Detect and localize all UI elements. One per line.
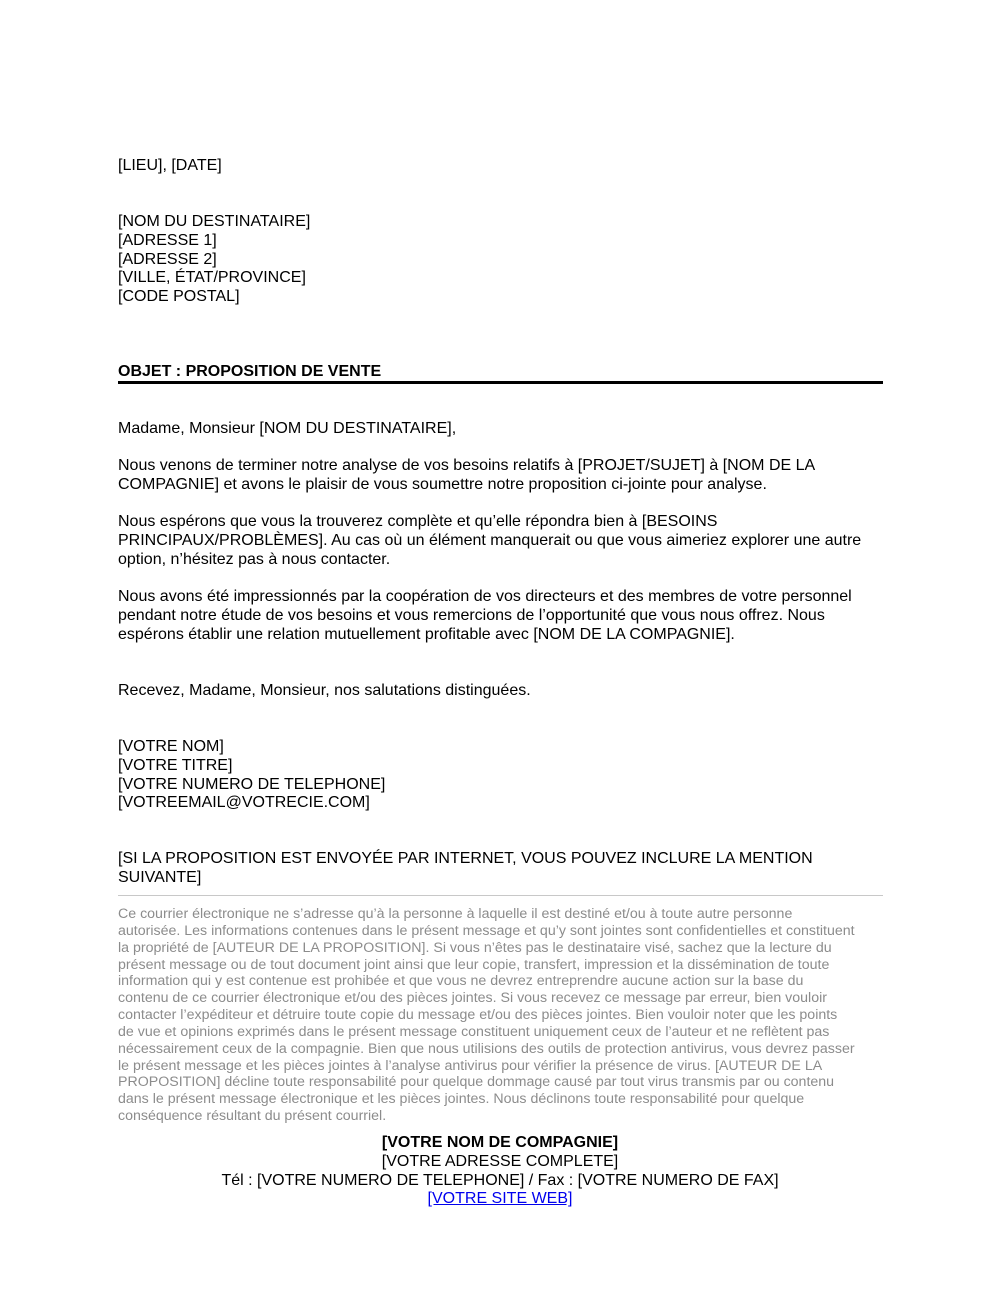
paragraph-1: [118, 457, 815, 495]
disclaimer-line: contenu de ce courrier électronique et/ou des pièces jointes. Si vous recevez ce message par erreur, bien vouloir: [118, 990, 827, 1007]
disclaimer-line: présent message ou de tout document joint ainsi que leur copie, transfert, impression et la dissémination de toute: [118, 956, 830, 973]
signature-phone: [VOTRE NUMERO DE TELEPHONE]: [118, 775, 386, 793]
paragraph-2: [118, 513, 861, 569]
paragraph-3: [118, 588, 852, 644]
footer-address: [VOTRE ADRESSE COMPLETE]: [381, 1152, 619, 1170]
company-footer: [0, 1134, 1000, 1209]
footer-website-link[interactable]: [VOTRE SITE WEB]: [427, 1190, 573, 1208]
recipient-line: [ADRESSE 1]: [118, 231, 217, 249]
signature-title: [VOTRE TITRE]: [118, 756, 233, 774]
paragraph-line: Nous espérons que vous la trouverez complète et qu’elle répondra bien à [BESOINS: [118, 513, 718, 530]
recipient-line: [CODE POSTAL]: [118, 288, 240, 306]
footer-company: [VOTRE NOM DE COMPAGNIE]: [381, 1134, 619, 1151]
paragraph-line: Nous venons de terminer notre analyse de vos besoins relatifs à [PROJET/SUJET] à [NOM DE LA: [118, 457, 816, 474]
internet-note: [118, 850, 813, 888]
disclaimer-line: PROPOSITION] décline toute responsabilité pour quelque dommage causé par tout virus transmis par ou contenu: [118, 1074, 835, 1091]
disclaimer-line: nécessairement ceux de la compagnie. Bien que nous utilisions des outils de protection antivirus, vous devrez passer: [118, 1040, 855, 1057]
disclaimer-divider: [118, 895, 883, 896]
subject-text: OBJET : PROPOSITION DE VENTE: [118, 363, 382, 380]
internet-note-line: SUIVANTE]: [118, 868, 202, 886]
recipient-line: [VILLE, ÉTAT/PROVINCE]: [118, 269, 306, 287]
subject-line: [118, 363, 381, 382]
disclaimer-line: le présent message et les pièces jointes à l’analyse antivirus pour vérifier la présence de virus. [AUTEUR DE LA: [118, 1057, 823, 1074]
disclaimer-line: de vue et opinions exprimés dans le présent message constituent uniquement ceux de l’auteur et ne reflètent pas: [118, 1023, 830, 1040]
signature-name: [VOTRE NOM]: [118, 738, 224, 755]
disclaimer-line: Ce courrier électronique ne s’adresse qu’à la personne à laquelle il est destiné et/ou à toute autre personne: [118, 906, 793, 922]
paragraph-line: espérons établir une relation mutuellement profitable avec [NOM DE LA COMPAGNIE].: [118, 625, 735, 643]
place-date: [118, 157, 222, 176]
salutation-text: Madame, Monsieur [NOM DU DESTINATAIRE],: [118, 420, 457, 437]
disclaimer-line: autorisée. Les informations contenues dans le présent message et qu’y sont jointes sont confidentielles et constituent: [118, 922, 855, 939]
disclaimer-line: conséquence résultant du présent courriel.: [118, 1108, 387, 1125]
paragraph-line: Nous avons été impressionnés par la coopération de vos directeurs et des membres de votre personnel: [118, 588, 852, 605]
closing: [118, 682, 531, 701]
recipient-line: [NOM DU DESTINATAIRE]: [118, 213, 311, 230]
disclaimer: [118, 906, 855, 1125]
footer-phone-fax: Tél : [VOTRE NUMERO DE TELEPHONE] / Fax : [VOTRE NUMERO DE FAX]: [221, 1171, 779, 1189]
paragraph-line: PRINCIPAUX/PROBLÈMES]. Au cas où un élément manquerait ou que vous aimeriez explorer une autre: [118, 531, 862, 549]
paragraph-line: option, n’hésitez pas à nous contacter.: [118, 550, 391, 568]
disclaimer-line: dans le présent message électronique et les pièces jointes. Nous déclinons toute responsabilité pour quelque: [118, 1091, 805, 1108]
subject-divider: [118, 381, 883, 384]
disclaimer-line: information qui y est contenue est prohibée et que vous ne devrez entreprendre aucune action sur la base du: [118, 973, 804, 990]
place-date-text: [LIEU], [DATE]: [118, 157, 222, 174]
disclaimer-line: la propriété de [AUTEUR DE LA PROPOSITION]. Si vous n’êtes pas le destinataire visé, sachez que la lecture du: [118, 939, 832, 956]
disclaimer-line: contacter l’expéditeur et détruire toute copie du message et/ou des pièces jointes. Bien vouloir noter que les points: [118, 1007, 838, 1024]
recipient-line: [ADRESSE 2]: [118, 250, 217, 268]
signature-block: [118, 738, 385, 813]
salutation: [118, 420, 456, 439]
internet-note-line: [SI LA PROPOSITION EST ENVOYÉE PAR INTERNET, VOUS POUVEZ INCLURE LA MENTION: [118, 850, 813, 867]
paragraph-line: COMPAGNIE] et avons le plaisir de vous soumettre notre proposition ci-jointe pour analyse.: [118, 475, 767, 493]
paragraph-line: pendant notre étude de vos besoins et vous remercions de l’opportunité que vous nous offrez. Nous: [118, 606, 825, 624]
recipient-address: [118, 213, 310, 307]
closing-text: Recevez, Madame, Monsieur, nos salutations distinguées.: [118, 682, 531, 699]
signature-email: [VOTREEMAIL@VOTRECIE.COM]: [118, 794, 370, 812]
